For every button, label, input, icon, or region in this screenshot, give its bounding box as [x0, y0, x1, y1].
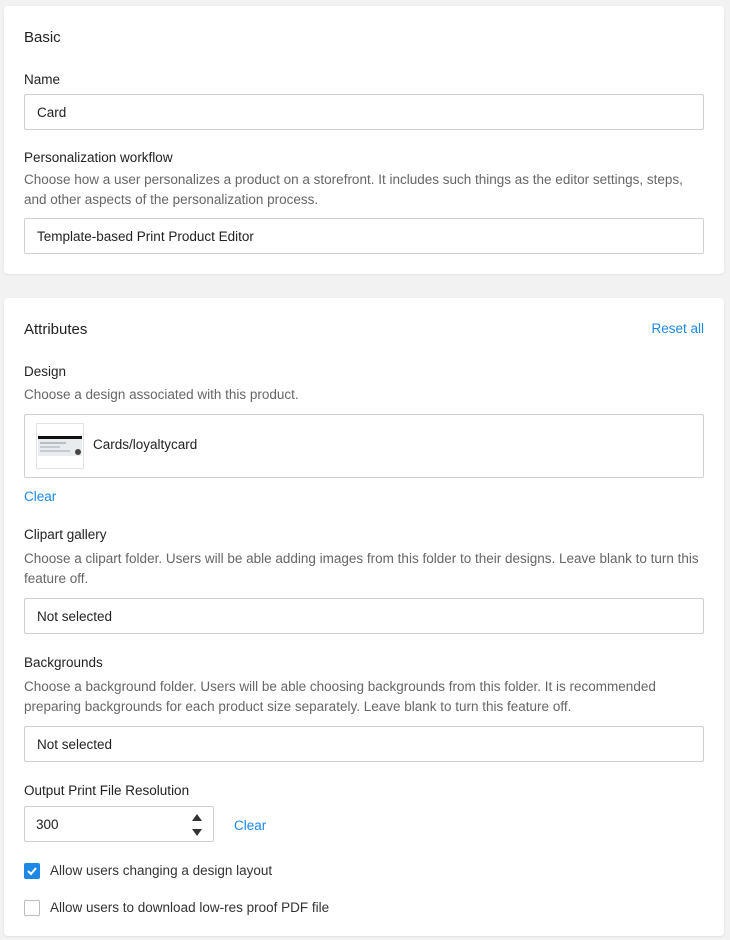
- clipart-label: Clipart gallery: [24, 527, 107, 542]
- resolution-clear-link[interactable]: Clear: [234, 818, 267, 833]
- proof-pdf-checkbox[interactable]: [24, 900, 40, 916]
- design-label: Design: [24, 364, 67, 379]
- workflow-select[interactable]: [24, 218, 704, 254]
- design-name: Cards/loyaltycard: [93, 437, 198, 452]
- resolution-stepper[interactable]: [24, 806, 214, 842]
- name-input[interactable]: [24, 94, 704, 130]
- backgrounds-label: Backgrounds: [24, 655, 103, 670]
- design-clear-link[interactable]: Clear: [24, 489, 57, 504]
- proof-pdf-label[interactable]: Allow users to download low-res proof PDF file: [50, 900, 330, 915]
- resolution-value: 300: [36, 817, 59, 832]
- triangle-up-icon[interactable]: [189, 810, 205, 824]
- name-label: Name: [24, 72, 61, 87]
- backgrounds-description: Choose a background folder. Users will be able choosing backgrounds from this folder. It is recommended preparing backgrounds for each product size separately. Leave blank to turn this feature off.: [24, 679, 656, 714]
- backgrounds-select-value: Not selected: [37, 736, 113, 752]
- checkmark-icon: [25, 864, 39, 878]
- clipart-description: Choose a clipart folder. Users will be able adding images from this folder to their designs. Leave blank to turn this feature off.: [24, 551, 699, 586]
- backgrounds-select[interactable]: [24, 726, 704, 762]
- workflow-description: Choose how a user personalizes a product on a storefront. It includes such things as the editor settings, steps, and other aspects of the personalization process.: [24, 172, 683, 207]
- design-picker[interactable]: [24, 414, 704, 478]
- attributes-section: [4, 298, 724, 936]
- triangle-down-icon[interactable]: [189, 825, 205, 839]
- basic-section: [4, 6, 724, 274]
- attributes-section-title: Attributes: [24, 321, 88, 338]
- clipart-select-value: Not selected: [37, 608, 113, 624]
- basic-section-title: Basic: [24, 29, 61, 46]
- layout-change-label[interactable]: Allow users changing a design layout: [50, 863, 273, 878]
- workflow-label: Personalization workflow: [24, 150, 173, 165]
- clipart-select[interactable]: [24, 598, 704, 634]
- design-thumbnail: [36, 423, 84, 469]
- reset-all-link[interactable]: Reset all: [651, 321, 704, 336]
- workflow-select-value: Template-based Print Product Editor: [37, 228, 254, 244]
- resolution-label: Output Print File Resolution: [24, 783, 190, 798]
- design-description: Choose a design associated with this product.: [24, 387, 299, 402]
- layout-change-checkbox[interactable]: [24, 863, 40, 879]
